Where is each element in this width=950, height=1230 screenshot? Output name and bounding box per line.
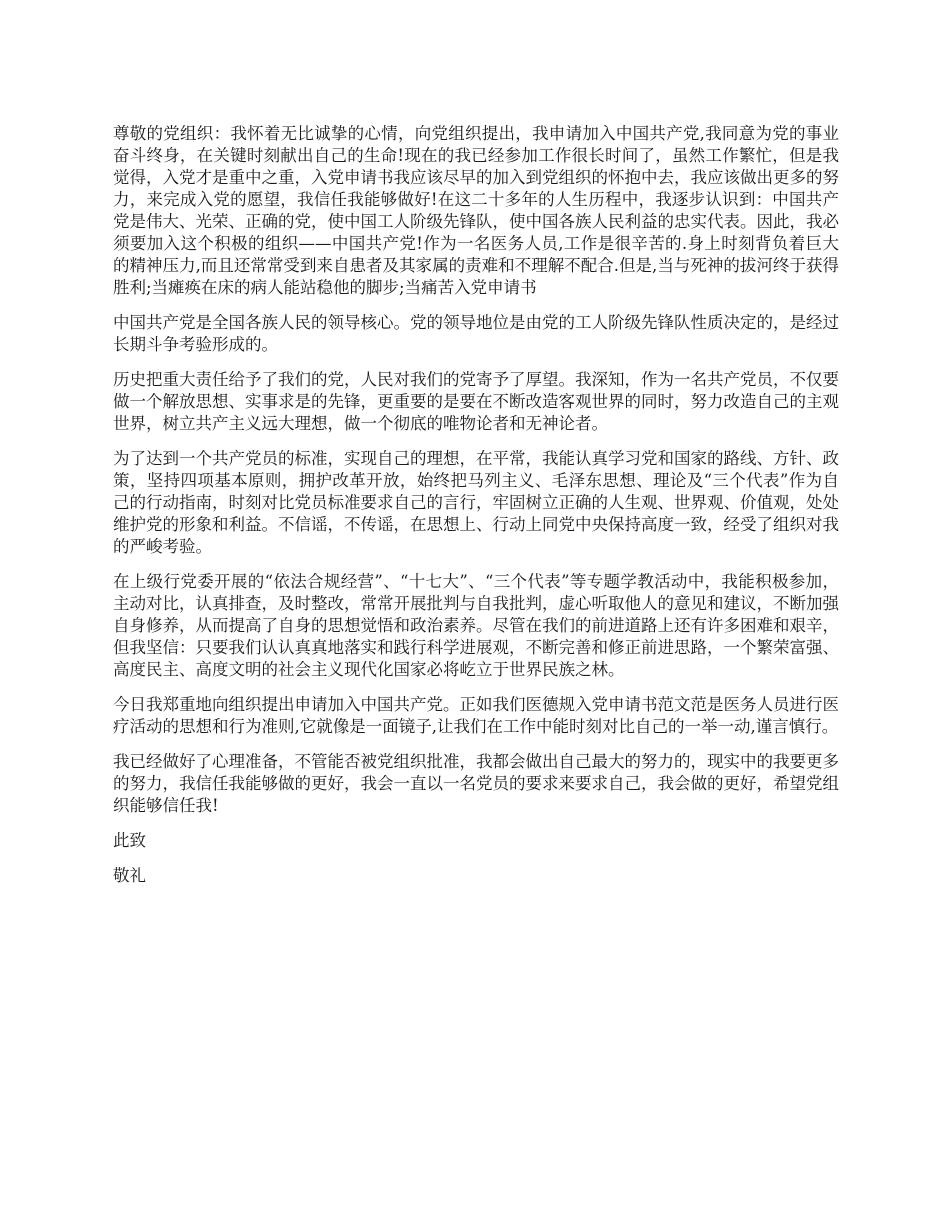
document-body: [113, 123, 839, 900]
paragraph-application: 今日我郑重地向组织提出申请加入中国共产党。正如我们医德规入党申请书范文范是医务人员进行医疗活动的思想和行为准则,它就像是一面镜子,让我们在工作中能时刻对比自己的一举一动,谨言慎行。: [113, 695, 839, 736]
paragraph-history-responsibility: 历史把重大责任给予了我们的党，人民对我们的党寄予了厚望。我深知，作为一名共产党员，不仅要做一个解放思想、实事求是的先锋，更重要的是要在不断改造客观世界的同时，努力改造自己的主观世界，树立共产主义远大理想，做一个彻底的唯物论者和无神论者。: [113, 370, 839, 433]
paragraph-party-core: 中国共产党是全国各族人民的领导核心。党的领导地位是由党的工人阶级先锋队性质决定的，是经过长期斗争考验形成的。: [113, 313, 839, 354]
closing-cizhi: 此致: [113, 831, 146, 850]
paragraph-party-standards: 为了达到一个共产党员的标准，实现自己的理想，在平常，我能认真学习党和国家的路线、方针、政策，坚持四项基本原则，拥护改革开放，始终把马列主义、毛泽东思想、理论及“三个代表”作为自己的行动指南，时刻对比党员标准要求自己的言行，牢固树立正确的人生观、世界观、价值观，处处维护党的形象和利益。不信谣，不传谣，在思想上、行动上同党中央保持高度一致，经受了组织对我的严峻考验。: [113, 449, 839, 556]
closing-jingli: 敬礼: [113, 866, 146, 885]
paragraph-commitment: 我已经做好了心理准备，不管能否被党组织批准，我都会做出自己最大的努力的，现实中的我要更多的努力，我信任我能够做的更好，我会一直以一名党员的要求来要求自己，我会做的更好，希望党组织能够信任我!: [113, 752, 839, 815]
paragraph-study-activities: 在上级行党委开展的“依法合规经营”、“十七大”、“三个代表”等专题学教活动中，我能积极参加，主动对比，认真排查，及时整改，常常开展批判与自我批判，虚心听取他人的意见和建议，不断加强自身修养，从而提高了自身的思想觉悟和政治素养。尽管在我们的前进道路上还有许多困难和艰辛，但我坚信：只要我们认认真真地落实和践行科学进展观，不断完善和修正前进思路，一个繁荣富强、高度民主、高度文明的社会主义现代化国家必将屹立于世界民族之林。: [113, 572, 839, 679]
paragraph-salutation-intro: 尊敬的党组织：我怀着无比诚挚的心情，向党组织提出，我申请加入中国共产党,我同意为党的事业奋斗终身，在关键时刻献出自己的生命!现在的我已经参加工作很长时间了，虽然工作繁忙，但是我觉得，入党才是重中之重，入党申请书我应该尽早的加入到党组织的怀抱中去，我应该做出更多的努力，来完成入党的愿望，我信任我能够做好!在这二十多年的人生历程中，我逐步认识到：中国共产党是伟大、光荣、正确的党，使中国工人阶级先锋队，使中国各族人民利益的忠实代表。因此，我必须要加入这个积极的组织——中国共产党!作为一名医务人员,工作是很辛苦的.身上时刻背负着巨大的精神压力,而且还常常受到来自患者及其家属的责难和不理解不配合.但是,当与死神的拔河终于获得胜利;当瘫痪在床的病人能站稳他的脚步;当痛苦入党申请书: [113, 124, 839, 297]
